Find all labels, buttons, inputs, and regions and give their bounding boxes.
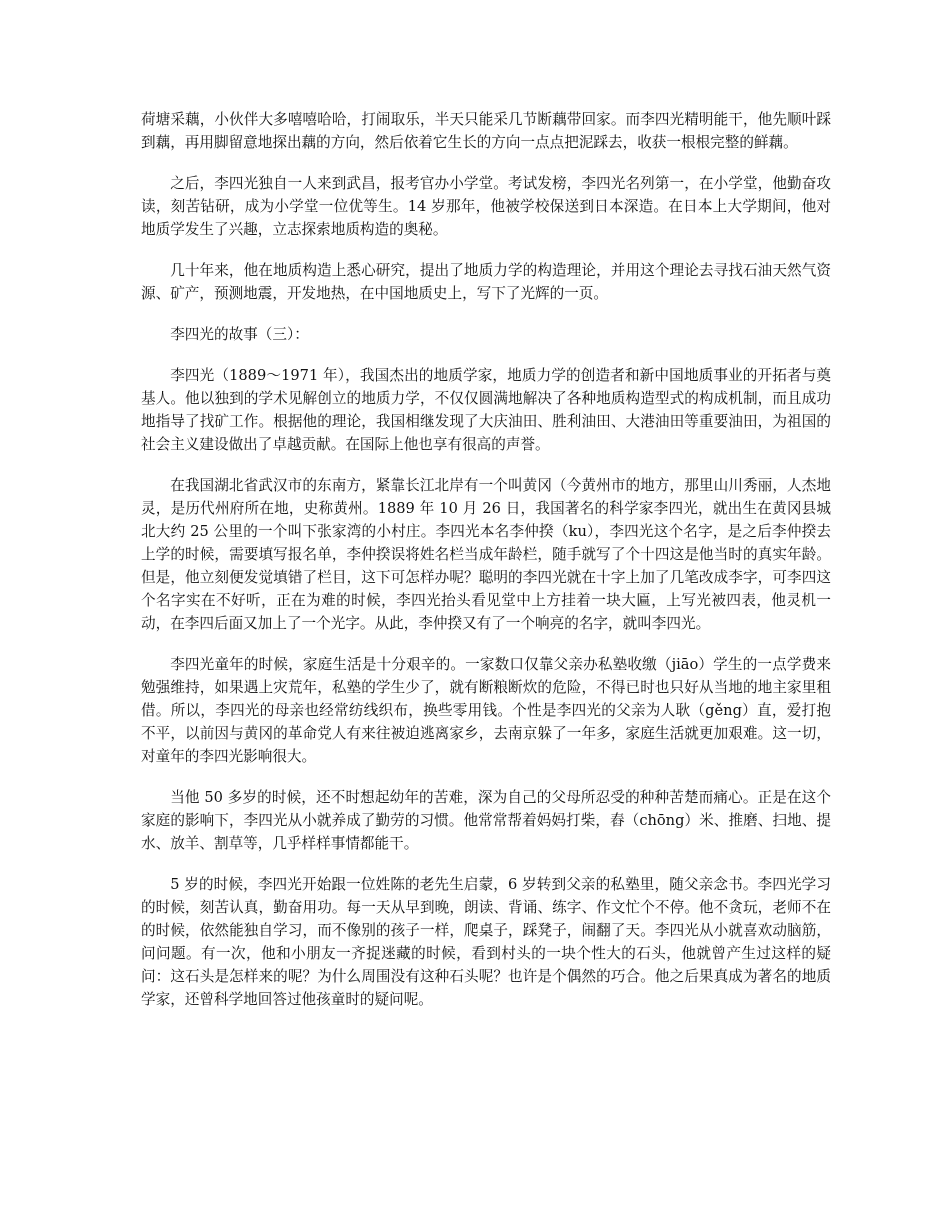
- paragraph: 5 岁的时候，李四光开始跟一位姓陈的老先生启蒙，6 岁转到父亲的私塾里，随父亲念书。李四光学习的时候，刻苦认真，勤奋用功。每一天从早到晚，朗读、背诵、练字、作文忙个不停。他不贪玩，老师不在的时候，依然能独自学习，而不像别的孩子一样，爬桌子，踩凳子，闹翻了天。李四光从小就喜欢动脑筋，问问题。有一次，他和小朋友一齐捉迷藏的时候，看到村头的一块个性大的石头，他就曾产生过这样的疑问：这石头是怎样来的呢？为什么周围没有这种石头呢？也许是个偶然的巧合。他之后果真成为著名的地质学家，还曾科学地回答过他孩童时的疑问呢。: [141, 876, 831, 1008]
- paragraph: 荷塘采藕，小伙伴大多嘻嘻哈哈，打闹取乐，半天只能采几节断藕带回家。而李四光精明能干，他先顺叶踩到藕，再用脚留意地探出藕的方向，然后依着它生长的方向一点点把泥踩去，收获一根根完整的鲜藕。: [141, 111, 831, 151]
- paragraph: 当他 50 多岁的时候，还不时想起幼年的苦难，深为自己的父母所忍受的种种苦楚而痛心。正是在这个家庭的影响下，李四光从小就养成了勤劳的习惯。他常常帮着妈妈打柴，舂（chōng）米、推磨、扫地、提水、放羊、割草等，几乎样样事情都能干。: [141, 789, 831, 852]
- paragraph: 李四光（1889～1971 年），我国杰出的地质学家，地质力学的创造者和新中国地质事业的开拓者与奠基人。他以独到的学术见解创立的地质力学，不仅仅圆满地解决了各种地质构造型式的构成机制，而且成功地指导了找矿工作。根据他的理论，我国相继发现了大庆油田、胜利油田、大港油田等重要油田，为祖国的社会主义建设做出了卓越贡献。在国际上他也享有很高的声誉。: [141, 367, 831, 453]
- paragraph: 在我国湖北省武汉市的东南方，紧靠长江北岸有一个叫黄冈（今黄州市的地方，那里山川秀丽，人杰地灵，是历代州府所在地，史称黄州。1889 年 10 月 26 日，我国著名的科学家李四光，就出生在黄冈县城北大约 25 公里的一个叫下张家湾的小村庄。李四光本名李仲揆（ku），李四光这个名字，是之后李仲揆去上学的时候，需要填写报名单，李仲揆误将姓名栏当成年龄栏，随手就写了个十四这是他当时的真实年龄。但是，他立刻便发觉填错了栏目，这下可怎样办呢？聪明的李四光就在十字上加了几笔改成李字，可李四这个名字实在不好听，正在为难的时候，李四光抬头看见堂中上方挂着一块大匾，上写光被四表，他灵机一动，在李四后面又加上了一个光字。从此，李仲揆又有了一个响亮的名字，就叫李四光。: [141, 477, 831, 632]
- paragraph: 李四光童年的时候，家庭生活是十分艰辛的。一家数口仅靠父亲办私塾收缴（jiāo）学生的一点学费来勉强维持，如果遇上灾荒年，私塾的学生少了，就有断粮断炊的危险，不得已时也只好从当地的地主家里租借。所以，李四光的母亲也经常纺线织布，换些零用钱。个性是李四光的父亲为人耿（gěng）直，爱打抱不平，以前因与黄冈的革命党人有来往被迫逃离家乡，去南京躲了一年多，家庭生活就更加艰难。这一切，对童年的李四光影响很大。: [141, 656, 831, 765]
- document-body: [141, 108, 831, 1029]
- paragraph: 之后，李四光独自一人来到武昌，报考官办小学堂。考试发榜，李四光名列第一，在小学堂，他勤奋攻读，刻苦钻研，成为小学堂一位优等生。14 岁那年，他被学校保送到日本深造。在日本上大学期间，他对地质学发生了兴趣，立志探索地质构造的奥秘。: [141, 175, 831, 238]
- paragraph: 几十年来，他在地质构造上悉心研究，提出了地质力学的构造理论，并用这个理论去寻找石油天然气资源、矿产，预测地震，开发地热，在中国地质史上，写下了光辉的一页。: [141, 262, 831, 302]
- section-heading: 李四光的故事（三）：: [170, 326, 309, 343]
